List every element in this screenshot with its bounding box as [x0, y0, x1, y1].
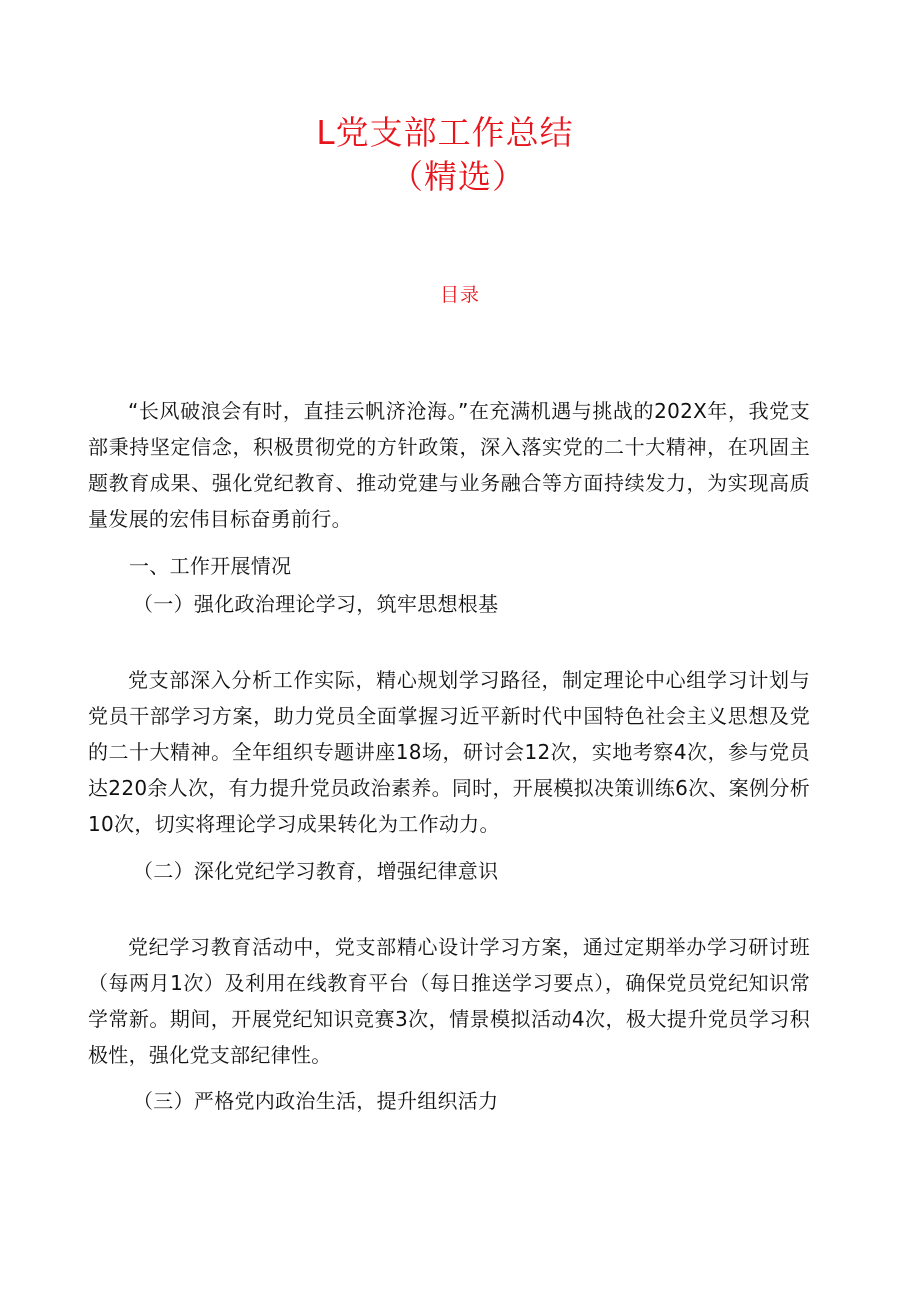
subsection-heading-political-theory: （一）强化政治理论学习，筑牢思想根基 — [133, 592, 499, 616]
subsection-heading-discipline-education: （二）深化党纪学习教育，增强纪律意识 — [133, 859, 499, 883]
table-of-contents-label: 目录 — [439, 284, 480, 306]
paragraph-discipline-education: 党纪学习教育活动中，党支部精心设计学习方案，通过定期举办学习研讨班（每两月1次）及利用在线教育平台（每日推送学习要点），确保党员党纪知识常学常新。期间，开展党纪知识竞赛3次，情景模拟活动4次，极大提升党员学习积极性，强化党支部纪律性。 — [88, 935, 810, 1067]
document-title: L党支部工作总结 — [316, 113, 574, 152]
section-heading-work-status: 一、工作开展情况 — [129, 554, 292, 578]
paragraph-political-theory: 党支部深入分析工作实际，精心规划学习路径，制定理论中心组学习计划与党员干部学习方案，助力党员全面掌握习近平新时代中国特色社会主义思想及党的二十大精神。全年组织专题讲座18场，研讨会12次，实地考察4次，参与党员达220余人次，有力提升党员政治素养。同时，开展模拟决策训练6次、案例分析10次，切实将理论学习成果转化为工作动力。 — [88, 668, 810, 836]
subsection-heading-political-life: （三）严格党内政治生活，提升组织活力 — [133, 1089, 499, 1113]
intro-paragraph: “长风破浪会有时，直挂云帆济沧海。”在充满机遇与挑战的202X年，我党支部秉持坚定信念，积极贯彻党的方针政策，深入落实党的二十大精神，在巩固主题教育成果、强化党纪教育、推动党建与业务融合等方面持续发力，为实现高质量发展的宏伟目标奋勇前行。 — [88, 399, 810, 531]
document-subtitle: （精选） — [390, 157, 526, 196]
